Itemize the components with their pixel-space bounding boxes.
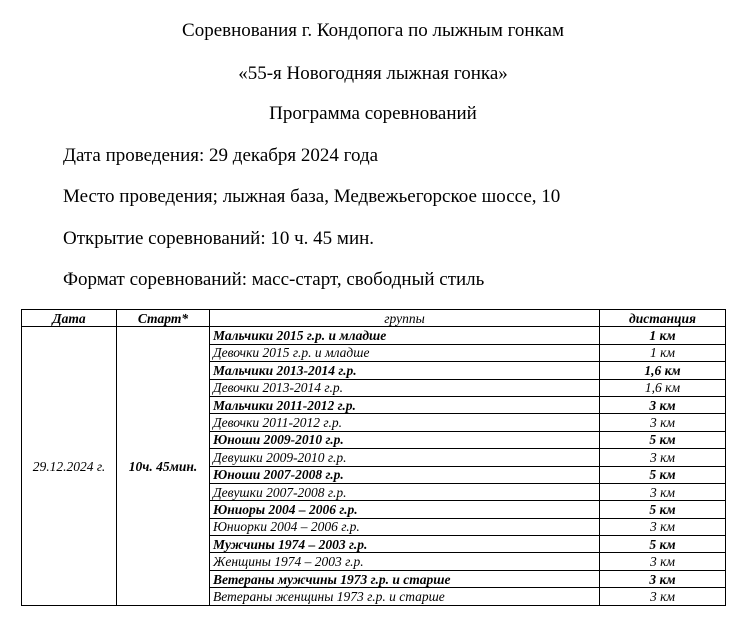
cell-group: Женщины 1974 – 2003 г.р. [210,553,600,570]
cell-group: Девушки 2007-2008 г.р. [210,483,600,500]
cell-distance: 3 км [600,518,726,535]
cell-distance: 3 км [600,483,726,500]
cell-distance: 1 км [600,327,726,344]
cell-distance: 5 км [600,466,726,483]
cell-group: Девушки 2009-2010 г.р. [210,449,600,466]
cell-distance: 5 км [600,536,726,553]
table-body [22,327,726,605]
cell-distance: 1,6 км [600,379,726,396]
cell-group: Мальчики 2011-2012 г.р. [210,396,600,413]
title-line-3: Программа соревнований [269,103,477,124]
cell-group: Девочки 2015 г.р. и младше [210,344,600,361]
cell-distance: 3 км [600,414,726,431]
cell-group: Девочки 2011-2012 г.р. [210,414,600,431]
title-line-2: «55-я Новогодняя лыжная гонка» [238,63,508,84]
header-date: Дата [22,310,117,327]
cell-distance: 3 км [600,588,726,605]
header-groups: группы [210,310,600,327]
cell-date: 29.12.2024 г. [22,327,117,605]
table-row [22,327,726,344]
cell-distance: 3 км [600,570,726,587]
cell-distance: 3 км [600,449,726,466]
header-start: Старт* [117,310,210,327]
cell-group: Юниоры 2004 – 2006 г.р. [210,501,600,518]
cell-distance: 1,6 км [600,362,726,379]
cell-distance: 3 км [600,553,726,570]
cell-group: Юноши 2009-2010 г.р. [210,431,600,448]
title-line-1: Соревнования г. Кондопога по лыжным гонкам [182,20,564,41]
cell-group: Девочки 2013-2014 г.р. [210,379,600,396]
cell-group: Мальчики 2015 г.р. и младше [210,327,600,344]
cell-distance: 3 км [600,396,726,413]
cell-group: Юноши 2007-2008 г.р. [210,466,600,483]
cell-distance: 5 км [600,501,726,518]
info-date: Дата проведения: 29 декабря 2024 года [63,145,379,166]
cell-distance: 1 км [600,344,726,361]
info-opening: Открытие соревнований: 10 ч. 45 мин. [63,228,375,249]
program-table [21,309,726,606]
cell-group: Мужчины 1974 – 2003 г.р. [210,536,600,553]
cell-group: Ветераны мужчины 1973 г.р. и старше [210,570,600,587]
cell-start: 10ч. 45мин. [117,327,210,605]
info-place: Место проведения; лыжная база, Медвежьегорское шоссе, 10 [63,186,561,207]
cell-distance: 5 км [600,431,726,448]
cell-group: Мальчики 2013-2014 г.р. [210,362,600,379]
table-header-row [22,310,726,327]
header-distance: дистанция [600,310,726,327]
info-format: Формат соревнований: масс-старт, свободный стиль [63,269,485,290]
cell-group: Ветераны женщины 1973 г.р. и старше [210,588,600,605]
cell-group: Юниорки 2004 – 2006 г.р. [210,518,600,535]
